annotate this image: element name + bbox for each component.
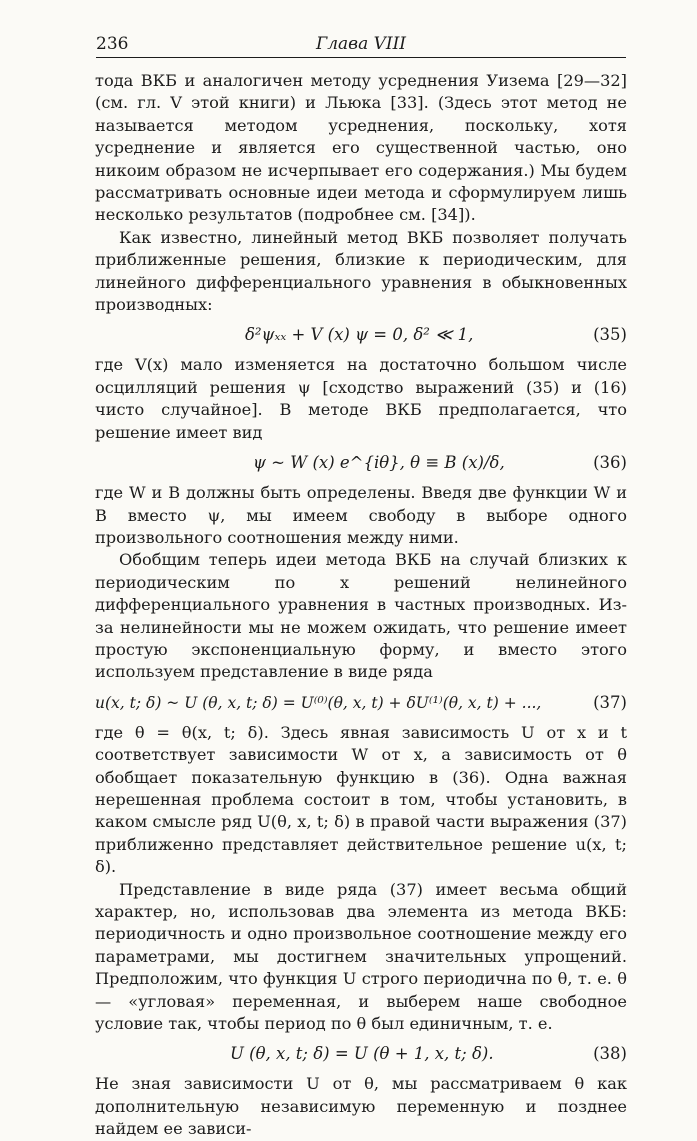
equation-number: (35) xyxy=(593,325,627,345)
paragraph: Представление в виде ряда (37) имеет весьма общий характер, но, использовав два элемента из метода ВКБ: периодичность и одно произвольное соотношение между его параметрами, мы достигнем значительных упрощений. Предположим, что функция U строго периодична по θ, т. е. θ — «угловая» переменная, и выберем наше свободное условие так, чтобы период по θ был единичным, т. е. xyxy=(95,879,627,1034)
equation-37 xyxy=(95,684,627,722)
paragraph: Обобщим теперь идеи метода ВКБ на случай близких к периодическим по x решений нелинейного дифференциального уравнения в частных производных. Из-за нелинейности мы не можем ожидать, что решение имеет простую экспоненциальную форму, и вместо этого используем представление в виде ряда xyxy=(95,550,627,682)
paragraph: где W и B должны быть определены. Введя две функции W и B вместо ψ, мы имеем свободу в выборе одного произвольного соотношения между ними. xyxy=(95,483,627,547)
equation-number: (37) xyxy=(593,692,627,712)
body-text xyxy=(95,70,627,1141)
page-number: 236 xyxy=(96,34,129,54)
equation-formula: u(x, t; δ) ~ U (θ, x, t; δ) = U⁽⁰⁾(θ, x, t) + δU⁽¹⁾(θ, x, t) + ..., xyxy=(95,693,542,712)
equation-formula: δ²ψₓₓ + V (x) ψ = 0, δ² ≪ 1, xyxy=(245,325,474,345)
equation-number: (38) xyxy=(593,1044,627,1064)
paragraph: Не зная зависимости U от θ, мы рассматриваем θ как дополнительную независимую переменную и позднее найдем ее зависи- xyxy=(95,1074,627,1139)
paragraph: где θ = θ(x, t; δ). Здесь явная зависимость U от x и t соответствует зависимости W от x, а зависимость от θ обобщает показательную функцию в (36). Одна важная нерешенная проблема состоит в том, чтобы установить, в каком смысле ряд U(θ, x, t; δ) в правой части выражения (37) приближенно представляет действительное решение u(x, t; δ). xyxy=(95,722,627,877)
page-header xyxy=(96,28,626,58)
equation-36 xyxy=(95,444,627,482)
equation-38 xyxy=(95,1035,627,1073)
equation-formula: ψ ~ W (x) e^{iθ}, θ ≡ B (x)/δ, xyxy=(253,453,505,473)
paragraph: где V(x) мало изменяется на достаточно большом числе осцилляций решения ψ [сходство выражений (35) и (16) чисто случайное]. В методе ВКБ предполагается, что решение имеет вид xyxy=(95,355,627,442)
equation-formula: U (θ, x, t; δ) = U (θ + 1, x, t; δ). xyxy=(230,1044,494,1064)
paragraph: Как известно, линейный метод ВКБ позволяет получать приближенные решения, близкие к периодическим, для линейного дифференциального уравнения в обыкновенных производных: xyxy=(95,227,627,315)
equation-35 xyxy=(95,316,627,354)
paragraph: тода ВКБ и аналогичен методу усреднения Уизема [29—32] (см. гл. V этой книги) и Льюка [33]. (Здесь этот метод не называется методом усреднения, поскольку, хотя усреднение и является его существенной частью, оно никоим образом не исчерпывает его содержания.) Мы будем рассматривать основные идеи метода и сформулируем лишь несколько результатов (подробнее см. [34]). xyxy=(95,71,627,225)
running-head: Глава VIII xyxy=(315,34,407,54)
header-rule xyxy=(96,57,626,58)
equation-number: (36) xyxy=(593,453,627,473)
